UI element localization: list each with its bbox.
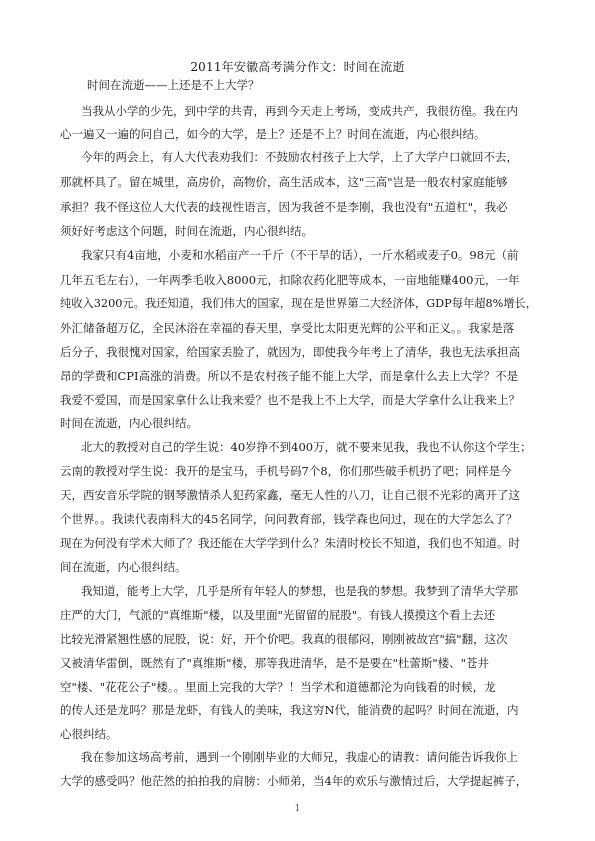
- paragraph-line: 现在为何没有学术大师了？我还能在大学学到什么？朱清时校长不知道，我们也不知道。时: [60, 536, 520, 550]
- page-number: 1: [294, 804, 301, 814]
- paragraph-line: 后分子，我很愧对国家，给国家丢脸了，就因为，即使我今年考上了清华，我也无法承担高: [60, 345, 520, 359]
- paragraph-line: 庄严的大门，气派的"真维斯"楼，以及里面"光留留的屁股"。有钱人摸摸这个看上去还: [60, 608, 496, 622]
- paragraph-line: 我爱不爱国，而是国家拿什么让我来爱？也不是我上不上大学，而是大学拿什么让我来上？: [60, 393, 520, 407]
- paragraph-line: 时间在流逝，内心很纠结。: [60, 416, 198, 430]
- paragraph-line: 大学的感受吗？他茫然的拍拍我的肩膀：小师弟，当4年的欢乐与激情过后，大学提起裤子，: [60, 774, 528, 788]
- paragraph-line: 今年的两会上，有人大代表劝我们：不鼓励农村孩子上大学，上了大学户口就回不去，: [81, 150, 518, 164]
- paragraph-line: 几年五毛左右），一年两季毛收入8000元，扣除农药化肥等成本，一亩地能赚400元，一年: [60, 273, 520, 287]
- paragraph-line: 我在参加这场高考前，遇到一个刚刚毕业的大师兄，我虚心的请教：请问能告诉我你上: [81, 750, 518, 764]
- document-title: 2011年安徽高考满分作文：时间在流逝: [190, 60, 405, 74]
- paragraph-line: 间在流逝，内心很纠结。: [60, 560, 187, 574]
- paragraph-line: 个世界。。我读代表南科大的45名同学，问问教育部，钱学森也问过，现在的大学怎么了？: [60, 512, 518, 526]
- paragraph-line: 的传人还是龙吗？那是龙虾，有钱人的美味，我这穷N代，能消费的起吗？时间在流逝，内: [60, 703, 519, 717]
- paragraph-line: 须好好考虑这个问题，时间在流逝，内心很纠结。: [60, 224, 313, 238]
- paragraph-line: 心一遍又一遍的问自己，如今的大学，是上？还是不上？时间在流逝，内心很纠结。: [60, 127, 486, 141]
- paragraph-line: 承担？我不怪这位人大代表的歧视性语言，因为我爸不是李刚，我也没有"五道杠"，我必: [60, 200, 508, 214]
- paragraph-line: 比较光滑紧翘性感的屁股，说：好，开个价吧。我真的很郁闷，刚刚被故宫"搞"翻，这次: [60, 632, 508, 646]
- paragraph-line: 那就杯具了。留在城里，高房价，高物价，高生活成本，这"三高"岂是一般农村家庭能够: [60, 175, 508, 189]
- paragraph-line: 天，西安音乐学院的钢琴激情杀人犯药家鑫，毫无人性的八刀，让自己很不光彩的离开了这: [60, 488, 520, 502]
- paragraph-line: 空"楼、"花花公子"楼。。里面上完我的大学？！当学术和道德都沦为向钱看的时候，龙: [60, 680, 496, 694]
- paragraph-line: 我家只有4亩地，小麦和水稻亩产一千斤（不干旱的话），一斤水稻或麦子0。98元（前: [81, 248, 519, 262]
- paragraph-line: 昂的学费和CPI高涨的消费。所以不是农村孩子能不能上大学，而是拿什么去上大学？不是: [60, 369, 519, 383]
- paragraph-line: 又被清华雷倒，既然有了"真维斯"楼，那等我进清华，是不是要在"杜蕾斯"楼、"苍井: [60, 656, 489, 670]
- paragraph-line: 心很纠结。: [60, 727, 118, 741]
- paragraph-line: 当我从小学的少先，到中学的共青，再到今天走上考场，变成共产，我很彷徨。我在内: [81, 104, 518, 118]
- paragraph-line: 云南的教授对学生说：我开的是宝马，手机号码7个8，你们那些破手机扔了吧；同样是今: [60, 464, 512, 478]
- paragraph-line: 我知道，能考上大学，几乎是所有年轻人的梦想，也是我的梦想。我梦到了清华大学那: [81, 584, 518, 598]
- paragraph-line: 纯收入3200元。我还知道，我们伟大的国家，现在是世界第二大经济体，GDP每年超8%增长，: [60, 297, 538, 310]
- paragraph-line: 北大的教授对自己的学生说：40岁挣不到400万，就不要来见我，我也不认你这个学生；: [81, 440, 532, 454]
- essay-subtitle: 时间在流逝——上还是不上大学？: [87, 78, 260, 92]
- paragraph-line: 外汇储备超万亿，全民沐浴在幸福的春天里，享受比太阳更光辉的公平和正义。。我家是落: [60, 321, 515, 335]
